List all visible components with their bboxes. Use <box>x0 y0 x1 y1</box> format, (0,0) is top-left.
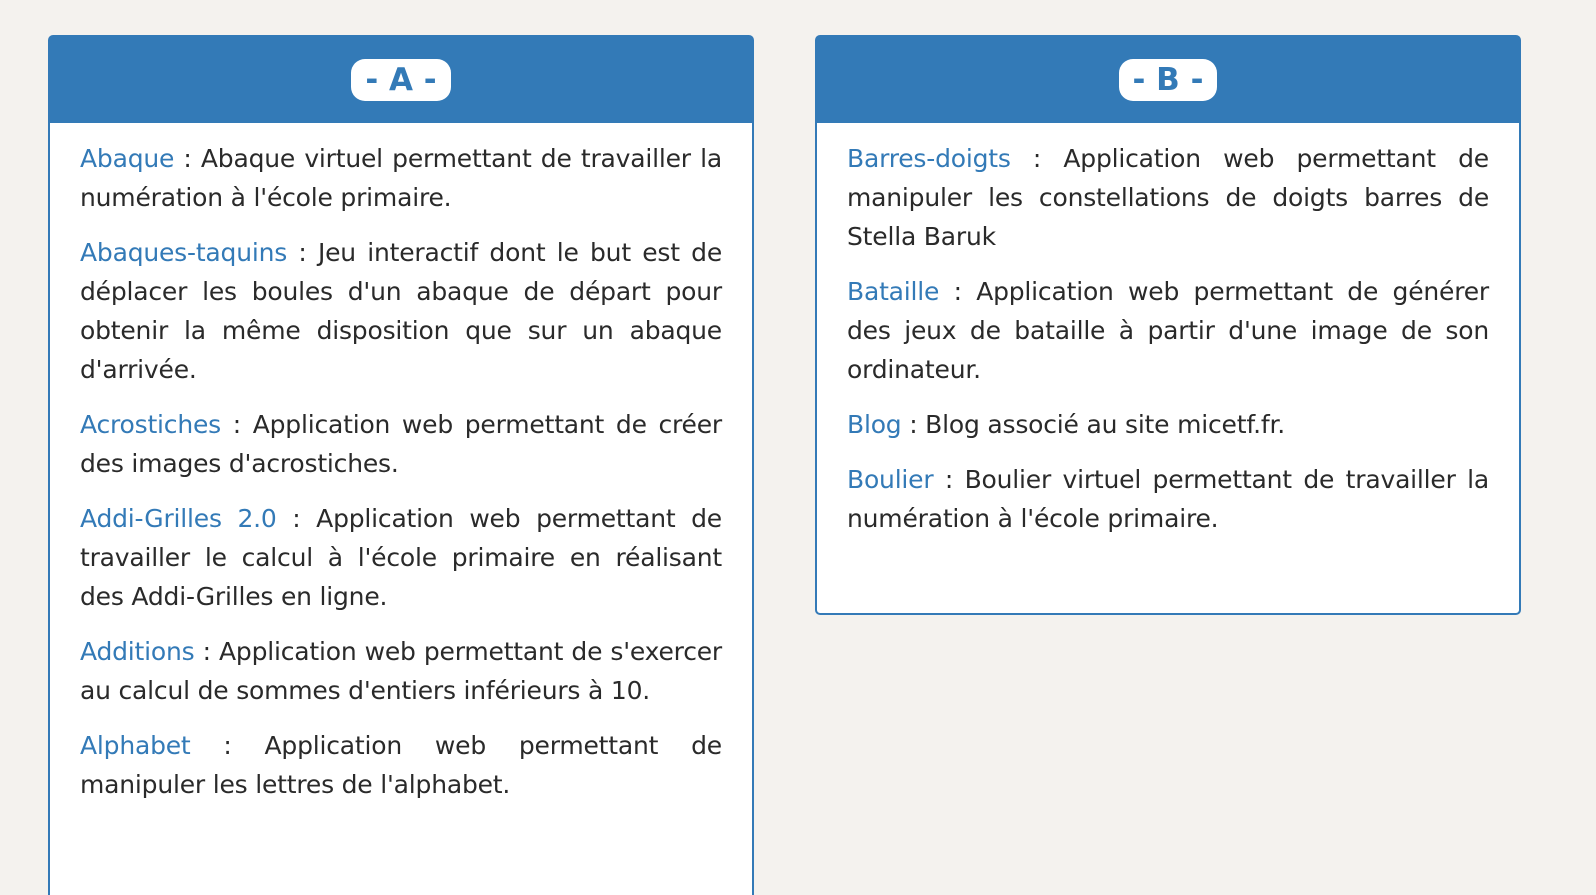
app-link-bataille[interactable]: Bataille <box>847 277 940 306</box>
app-description: : Jeu interactif dont le but est de déplacer les boules d'un abaque de départ pour obtenir la même disposition que sur un abaque d'arrivée. <box>80 238 722 384</box>
app-link-boulier[interactable]: Boulier <box>847 465 934 494</box>
app-description: : Application web permettant de générer des jeux de bataille à partir d'une image de son ordinateur. <box>847 277 1489 384</box>
app-description: : Application web permettant de travailler le calcul à l'école primaire en réalisant des Addi-Grilles en ligne. <box>80 504 722 611</box>
app-description: : Application web permettant de s'exercer au calcul de sommes d'entiers inférieurs à 10. <box>80 637 722 705</box>
app-description: : Abaque virtuel permettant de travailler la numération à l'école primaire. <box>80 144 722 212</box>
app-description: : Application web permettant de manipuler les lettres de l'alphabet. <box>80 731 722 799</box>
section-letter-a: - A - <box>351 59 450 101</box>
app-description: : Application web permettant de manipuler les constellations de doigts barres de Stella Baruk <box>847 144 1489 251</box>
section-body-b <box>817 123 1519 538</box>
app-link-abaque[interactable]: Abaque <box>80 144 175 173</box>
list-item <box>80 405 722 483</box>
list-item <box>80 632 722 710</box>
section-body-a <box>50 123 752 804</box>
app-link-blog[interactable]: Blog <box>847 410 902 439</box>
app-link-acrostiches[interactable]: Acrostiches <box>80 410 222 439</box>
app-description: : Blog associé au site micetf.fr. <box>901 410 1285 439</box>
list-item <box>80 726 722 804</box>
list-item <box>80 499 722 616</box>
list-item <box>847 460 1489 538</box>
list-item <box>847 139 1489 256</box>
section-header-b <box>817 37 1519 123</box>
app-link-abaques-taquins[interactable]: Abaques-taquins <box>80 238 288 267</box>
section-card-b <box>815 35 1521 615</box>
app-link-addi-grilles[interactable]: Addi-Grilles 2.0 <box>80 504 277 533</box>
list-item <box>847 405 1489 444</box>
section-letter-b: - B - <box>1119 59 1218 101</box>
section-header-a <box>50 37 752 123</box>
app-description: : Application web permettant de créer des images d'acrostiches. <box>80 410 722 478</box>
app-link-barres-doigts[interactable]: Barres-doigts <box>847 144 1011 173</box>
list-item <box>80 233 722 389</box>
list-item <box>80 139 722 217</box>
app-link-alphabet[interactable]: Alphabet <box>80 731 191 760</box>
app-link-additions[interactable]: Additions <box>80 637 195 666</box>
app-description: : Boulier virtuel permettant de travailler la numération à l'école primaire. <box>847 465 1489 533</box>
list-item <box>847 272 1489 389</box>
section-card-a <box>48 35 754 895</box>
